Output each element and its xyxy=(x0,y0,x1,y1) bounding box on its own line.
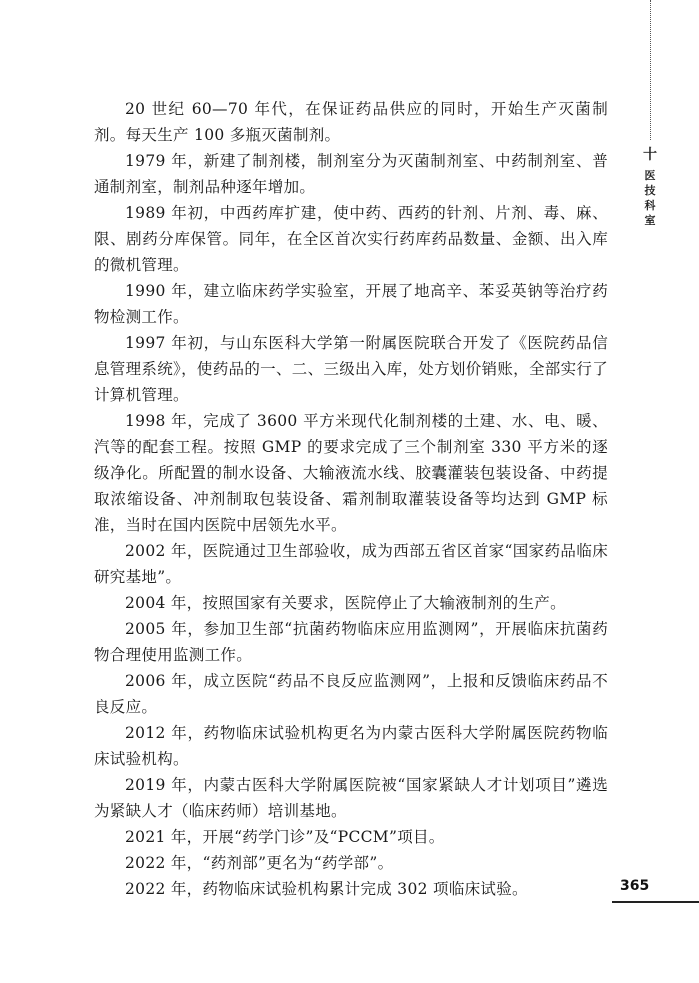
paragraph: 2006 年，成立医院“药品不良反应监测网”，上报和反馈临床药品不良反应。 xyxy=(94,672,608,716)
paragraph: 1979 年，新建了制剂楼，制剂室分为灭菌制剂室、中药制剂室、普通制剂室，制剂品种逐年增加。 xyxy=(94,152,608,196)
body-text xyxy=(94,96,608,902)
paragraph: 2012 年，药物临床试验机构更名为内蒙古医科大学附属医院药物临床试验机构。 xyxy=(94,724,608,768)
chapter-title: 医技科室 xyxy=(644,169,656,227)
paragraph: 2004 年，按照国家有关要求，医院停止了大输液制剂的生产。 xyxy=(125,594,566,612)
paragraph: 1998 年，完成了 3600 平方米现代化制剂楼的土建、水、电、暖、汽等的配套工程。按照 GMP 的要求完成了三个制剂室 330 平方米的逐级净化。所配置的制水设备、大输液流水线、胶囊灌装包装设备、中药提取浓缩设备、冲剂制取包装设备、霜剂制取灌装设备等均达到 GMP 标准，当时在国内医院中居领先水平。 xyxy=(94,412,608,534)
paragraph: 2022 年，“药剂部”更名为“药学部”。 xyxy=(125,854,394,872)
paragraph: 2021 年，开展“药学门诊”及“PCCM”项目。 xyxy=(125,828,445,846)
side-dotted-rule xyxy=(650,0,651,140)
paragraph: 1997 年初，与山东医科大学第一附属医院联合开发了《医院药品信息管理系统》，使药品的一、二、三级出入库，处方划价销账，全部实行了计算机管理。 xyxy=(94,334,608,404)
page-number: 365 xyxy=(620,878,650,894)
paragraph: 20 世纪 60—70 年代，在保证药品供应的同时，开始生产灭菌制剂。每天生产 100 多瓶灭菌制剂。 xyxy=(94,100,608,144)
page-number-block xyxy=(612,876,699,906)
paragraph: 2022 年，药物临床试验机构累计完成 302 项临床试验。 xyxy=(125,880,528,898)
page-number-rule xyxy=(612,901,699,903)
chapter-number: 十 xyxy=(643,147,657,163)
paragraph: 1990 年，建立临床药学实验室，开展了地高辛、苯妥英钠等治疗药物检测工作。 xyxy=(94,282,608,326)
paragraph: 1989 年初，中西药库扩建，使中药、西药的针剂、片剂、毒、麻、限、剧药分库保管。同年，在全区首次实行药库药品数量、金额、出入库的微机管理。 xyxy=(94,204,608,274)
paragraph: 2019 年，内蒙古医科大学附属医院被“国家紧缺人才计划项目”遴选为紧缺人才（临床药师）培训基地。 xyxy=(94,776,608,820)
paragraph: 2002 年，医院通过卫生部验收，成为西部五省区首家“国家药品临床研究基地”。 xyxy=(94,542,608,586)
paragraph: 2005 年，参加卫生部“抗菌药物临床应用监测网”，开展临床抗菌药物合理使用监测工作。 xyxy=(94,620,608,664)
